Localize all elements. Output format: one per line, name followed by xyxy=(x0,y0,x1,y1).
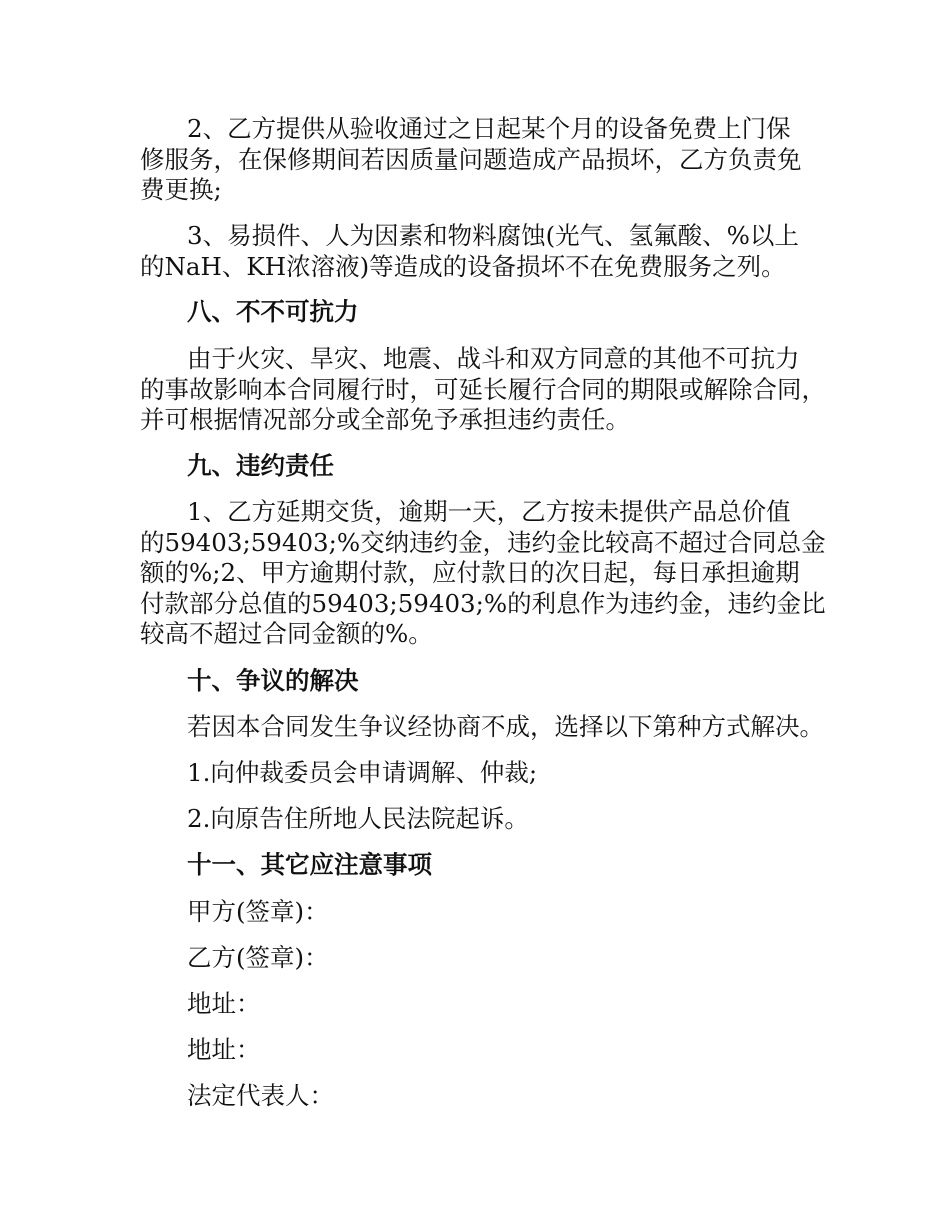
list-item-arbitration xyxy=(140,758,830,789)
paragraph-warranty-exclusions xyxy=(140,221,830,282)
field-label: 地址： xyxy=(187,989,261,1018)
legal-representative-field xyxy=(140,1081,830,1112)
text-line: 的NaH、KH浓溶液)等造成的设备损坏不在免费服务之列。 xyxy=(140,251,786,281)
text-line: 较高不超过合同金额的%。 xyxy=(140,619,433,648)
address-field-party-b xyxy=(140,1035,830,1066)
signature-field-party-b xyxy=(140,943,830,974)
text-line: 若因本合同发生争议经协商不成，选择以下第种方式解决。 xyxy=(187,712,824,741)
field-label: 法定代表人： xyxy=(187,1081,334,1110)
text-line: 3、易损件、人为因素和物料腐蚀(光气、氢氟酸、%以上 xyxy=(187,221,799,250)
heading-text: 九、违约责任 xyxy=(187,451,334,480)
paragraph-breach-liability xyxy=(140,497,830,650)
section-heading-dispute-resolution xyxy=(140,666,830,697)
field-label: 甲方(签章)： xyxy=(187,897,329,926)
signature-field-party-a xyxy=(140,897,830,928)
text-line: 费更换; xyxy=(140,175,222,204)
text-line: 由于火灾、旱灾、地震、战斗和双方同意的其他不可抗力 xyxy=(187,344,800,373)
section-heading-other-matters xyxy=(140,850,830,881)
paragraph-force-majeure xyxy=(140,344,830,436)
text-line: 2、乙方提供从验收通过之日起某个月的设备免费上门保 xyxy=(187,114,791,143)
list-item-litigation xyxy=(140,804,830,835)
paragraph-dispute-intro xyxy=(140,712,830,743)
text-line: 修服务，在保修期间若因质量问题造成产品损坏，乙方负责免 xyxy=(140,144,802,174)
section-heading-breach-liability xyxy=(140,451,830,482)
heading-text: 十一、其它应注意事项 xyxy=(187,850,432,879)
paragraph-warranty-service xyxy=(140,114,830,206)
text-line: 额的%;2、甲方逾期付款，应付款日的次日起，每日承担逾期 xyxy=(140,558,800,587)
heading-text: 十、争议的解决 xyxy=(187,666,359,695)
heading-text: 八、不不可抗力 xyxy=(187,297,359,326)
field-label: 地址： xyxy=(187,1035,261,1064)
address-field-party-a xyxy=(140,989,830,1020)
text-line: 并可根据情况部分或全部免予承担违约责任。 xyxy=(140,405,630,434)
text-line: 付款部分总值的59403;59403;%的利息作为违约金，违约金比 xyxy=(140,588,826,618)
text-line: 1、乙方延期交货，逾期一天，乙方按未提供产品总价值 xyxy=(187,497,791,526)
text-line: 1.向仲裁委员会申请调解、仲裁; xyxy=(187,758,538,787)
text-line: 的59403;59403;%交纳违约金，违约金比较高不超过合同总金 xyxy=(140,527,826,557)
section-heading-force-majeure xyxy=(140,297,830,328)
field-label: 乙方(签章)： xyxy=(187,943,329,972)
text-line: 2.向原告住所地人民法院起诉。 xyxy=(187,804,529,833)
text-line: 的事故影响本合同履行时，可延长履行合同的期限或解除合同， xyxy=(140,374,826,404)
